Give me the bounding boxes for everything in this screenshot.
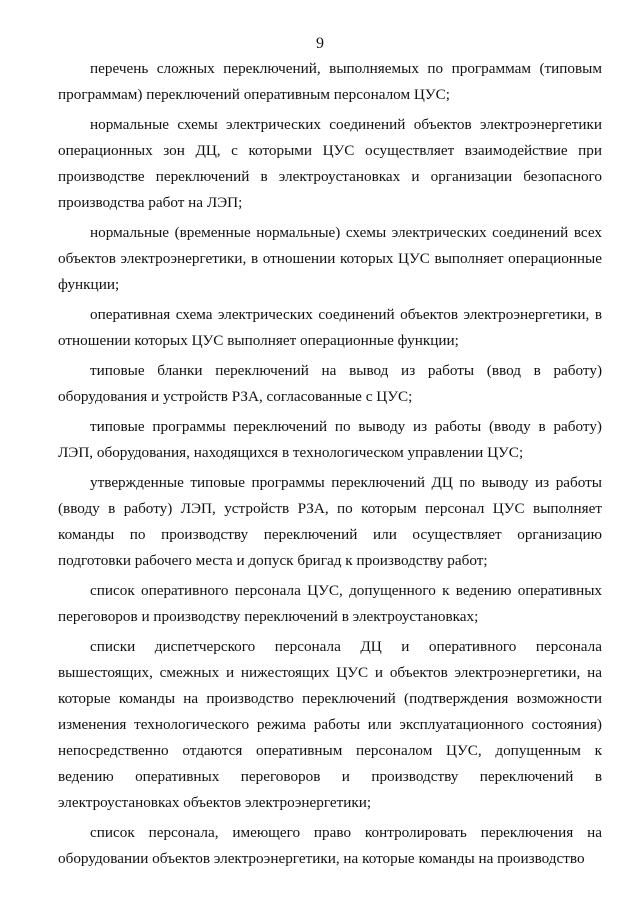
paragraph: утвержденные типовые программы переключений ДЦ по выводу из работы (вводу в работу) ЛЭП, устройств РЗА, по которым персонал ЦУС выполняет команды по производству переключений или осуществляет организацию подготовки рабочего места и допуск бригад к производству работ; (58, 474, 602, 569)
paragraph: перечень сложных переключений, выполняемых по программам (типовым программам) переключений оперативным персоналом ЦУС; (58, 60, 602, 103)
paragraph: типовые программы переключений по выводу из работы (вводу в работу) ЛЭП, оборудования, находящихся в технологическом управлении ЦУС; (58, 418, 602, 461)
paragraph: список персонала, имеющего право контролировать переключения на оборудовании объектов электроэнергетики, на которые команды на производство (58, 824, 602, 867)
paragraph: типовые бланки переключений на вывод из работы (ввод в работу) оборудования и устройств РЗА, согласованные с ЦУС; (58, 362, 602, 405)
document-body (58, 56, 602, 876)
paragraph: списки диспетчерского персонала ДЦ и оперативного персонала вышестоящих, смежных и нижестоящих ЦУС и объектов электроэнергетики, на которые команды на производство переключений (подтверждения возможности изменения технологического режима работы или эксплуатационного состояния) непосредственно отдаются оперативным персоналом ЦУС, допущенным к ведению оперативных переговоров и производству переключений в электроустановках объектов электроэнергетики; (58, 638, 602, 811)
paragraph: оперативная схема электрических соединений объектов электроэнергетики, в отношении которых ЦУС выполняет операционные функции; (58, 306, 602, 349)
paragraph: нормальные схемы электрических соединений объектов электроэнергетики операционных зон ДЦ, с которыми ЦУС осуществляет взаимодействие при производстве переключений в электроустановках и организации безопасного производства работ на ЛЭП; (58, 116, 602, 211)
page-number: 9 (316, 35, 324, 52)
paragraph: список оперативного персонала ЦУС, допущенного к ведению оперативных переговоров и производству переключений в электроустановках; (58, 582, 602, 625)
paragraph: нормальные (временные нормальные) схемы электрических соединений всех объектов электроэнергетики, в отношении которых ЦУС выполняет операционные функции; (58, 224, 602, 293)
